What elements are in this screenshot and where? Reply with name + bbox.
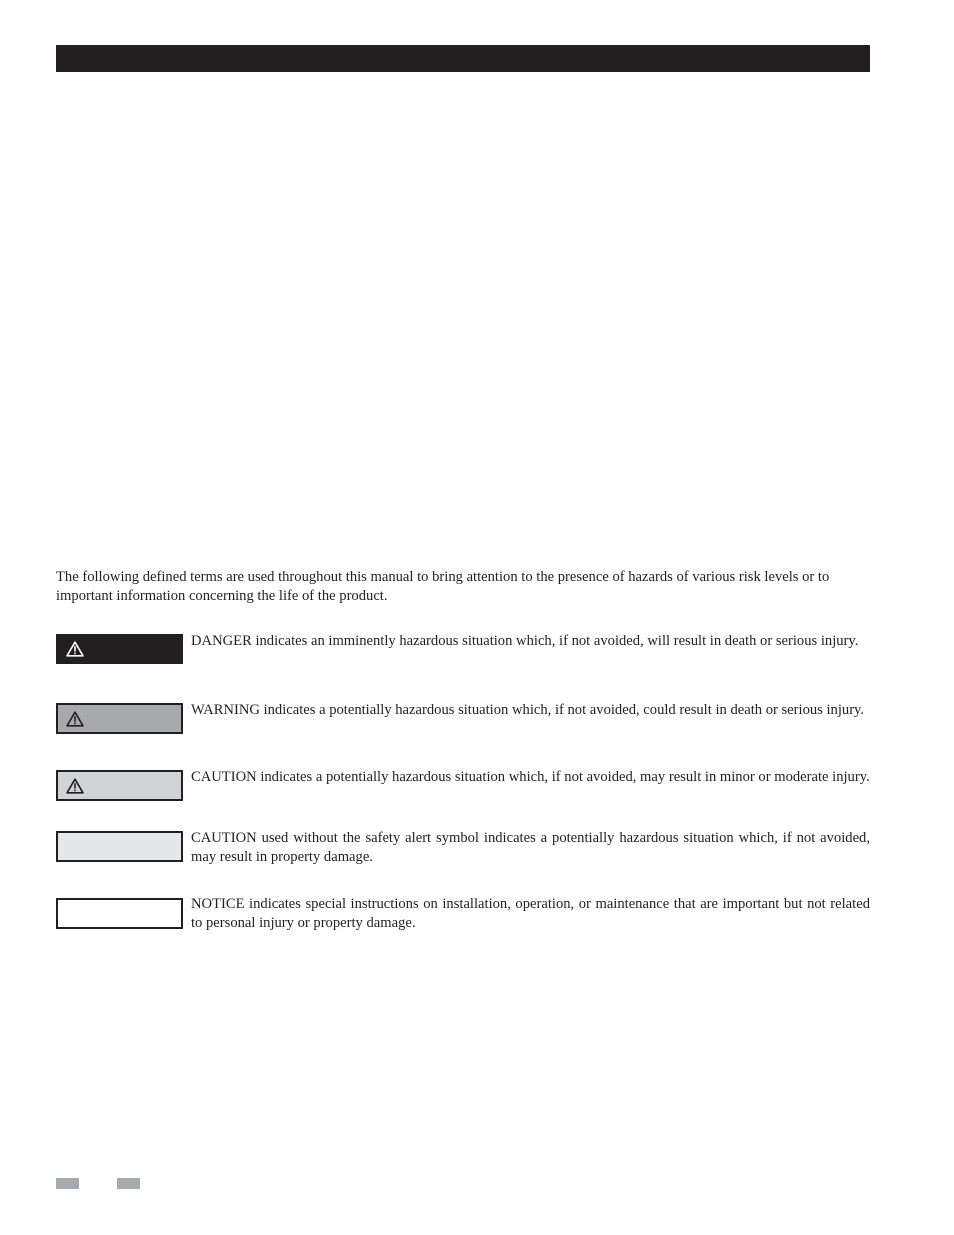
footer-block-right xyxy=(117,1178,140,1189)
warning-label xyxy=(56,703,183,734)
warning-description: WARNING indicates a potentially hazardous situation which, if not avoided, could result in death or serious injury. xyxy=(191,702,865,718)
caution-label xyxy=(56,770,183,801)
notice-label xyxy=(56,898,183,929)
header-bar xyxy=(56,45,870,72)
safety-alert-triangle-icon xyxy=(66,711,84,727)
danger-description: DANGER indicates an imminently hazardous situation which, if not avoided, will result in death or serious injury. xyxy=(191,633,859,649)
footer-block-left xyxy=(56,1178,79,1189)
danger-label xyxy=(56,634,183,664)
caution-description: CAUTION indicates a potentially hazardous situation which, if not avoided, may result in minor or moderate injury. xyxy=(191,769,870,785)
safety-alert-triangle-icon xyxy=(66,641,84,657)
safety-alert-triangle-icon xyxy=(66,778,84,794)
notice-description: NOTICE indicates special instructions on installation, operation, or maintenance that are important but not related to personal injury or property damage. xyxy=(191,896,870,931)
caution-no-alert-description: CAUTION used without the safety alert symbol indicates a potentially hazardous situation which, if not avoided, may result in property damage. xyxy=(191,830,870,865)
intro-paragraph: The following defined terms are used throughout this manual to bring attention to the presence of hazards of various risk levels or to important information concerning the life of the product. xyxy=(56,569,830,604)
caution-no-alert-label xyxy=(56,831,183,862)
